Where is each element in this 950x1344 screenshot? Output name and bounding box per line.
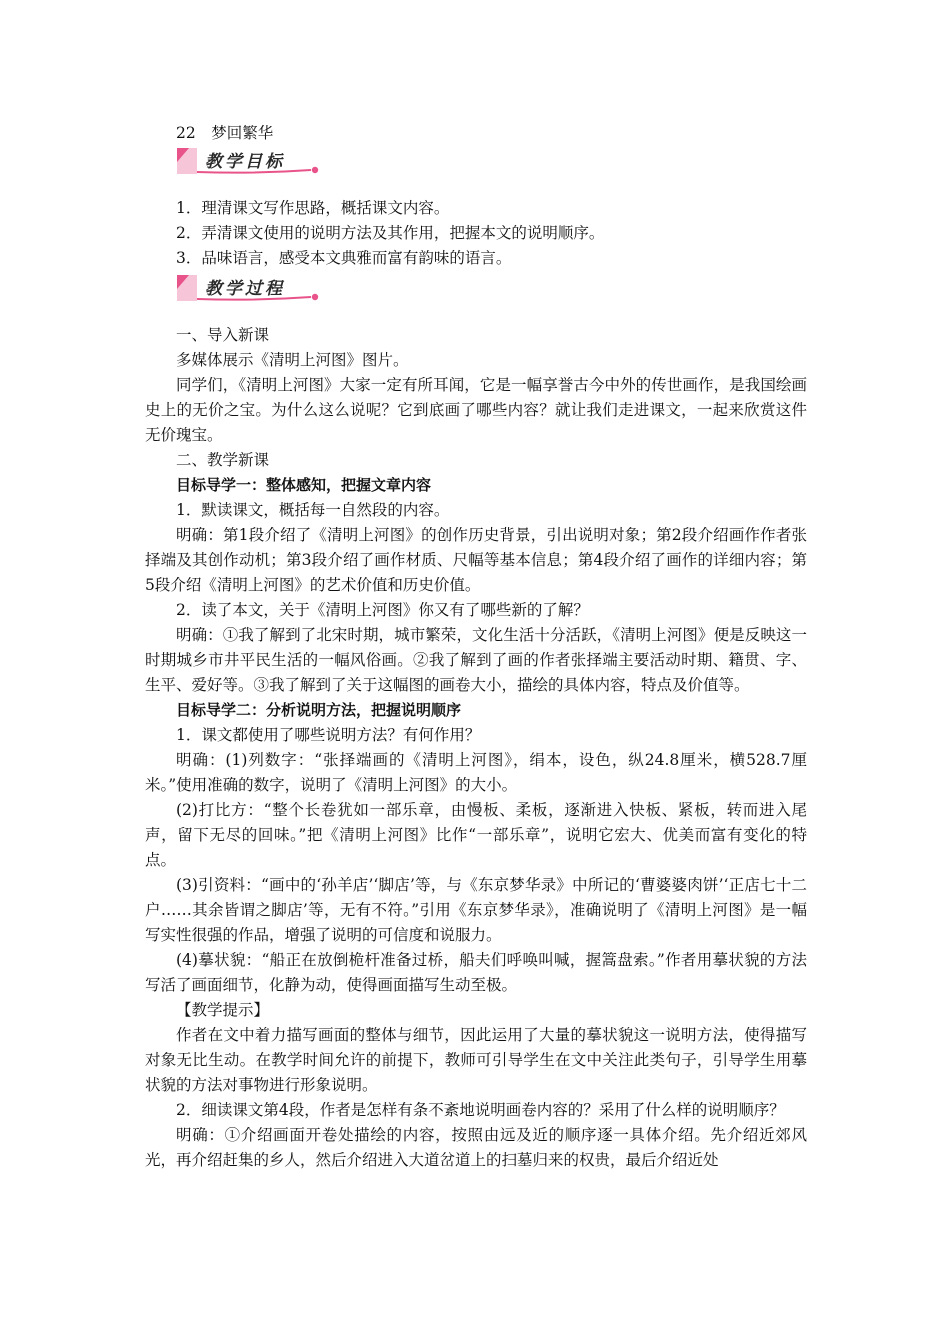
answer-paragraph: 明确：①我了解到了北宋时期，城市繁荣，文化生活十分活跃，《清明上河图》便是反映这一时期城乡市井平民生活的一幅风俗画。②我了解到了画的作者张择端主要活动时期、籍贯、字、生平、爱好等。③我了解到了关于这幅图的画卷大小，描绘的具体内容，特点及价值等。 — [145, 626, 807, 694]
objective-item: 2．弄清课文使用的说明方法及其作用，把握本文的说明顺序。 — [176, 224, 605, 242]
question: 2．细读课文第4段，作者是怎样有条不紊地说明画卷内容的？采用了什么样的说明顺序？ — [176, 1101, 785, 1119]
question: 2．读了本文，关于《清明上河图》你又有了哪些新的了解？ — [176, 601, 589, 619]
tip-heading: 【教学提示】 — [176, 1001, 270, 1019]
process-title: 教学过程 — [205, 279, 285, 299]
answer-paragraph: (3)引资料：“画中的‘孙羊店’‘脚店’等，与《东京梦华录》中所记的‘曹婆婆肉饼’‘正店七十二户……其余皆谓之脚店’等，无有不符。”引用《东京梦华录》，准确说明了《清明上河图》是一幅写实性很强的作品，增强了说明的可信度和说服力。 — [145, 876, 807, 944]
page-content — [145, 122, 807, 1173]
answer-paragraph: 明确：第1段介绍了《清明上河图》的创作历史背景，引出说明对象；第2段介绍画作作者张择端及其创作动机；第3段介绍了画作材质、尺幅等基本信息；第4段介绍了画作的详细内容；第5段介绍《清明上河图》的艺术价值和历史价值。 — [145, 526, 807, 594]
question: 1．课文都使用了哪些说明方法？有何作用？ — [176, 726, 481, 744]
objective-item: 3．品味语言，感受本文典雅而富有韵味的语言。 — [176, 249, 512, 267]
answer-paragraph: 明确：①介绍画面开卷处描绘的内容，按照由远及近的顺序逐一具体介绍。先介绍近郊风光，再介绍赶集的乡人，然后介绍进入大道岔道上的扫墓归来的权贵，最后介绍近处 — [145, 1126, 807, 1169]
objectives-banner — [175, 144, 325, 178]
tip-paragraph: 作者在文中着力描写画面的整体与细节，因此运用了大量的摹状貌这一说明方法，使得描写对象无比生动。在教学时间允许的前提下，教师可引导学生在文中关注此类句子，引导学生用摹状貌的方法对事物进行形象说明。 — [145, 1026, 807, 1094]
section-heading: 一、导入新课 — [176, 326, 270, 344]
paragraph-line: 多媒体展示《清明上河图》图片。 — [176, 351, 409, 369]
goal-heading: 目标导学二：分析说明方法，把握说明顺序 — [176, 701, 462, 719]
question: 1．默读课文，概括每一自然段的内容。 — [176, 501, 450, 519]
answer-paragraph: (2)打比方：“整个长卷犹如一部乐章，由慢板、柔板，逐渐进入快板、紧板，转而进入尾声，留下无尽的回味。”把《清明上河图》比作“一部乐章”，说明它宏大、优美而富有变化的特点。 — [145, 801, 807, 869]
objective-item: 1．理清课文写作思路，概括课文内容。 — [176, 199, 450, 217]
goal-heading: 目标导学一：整体感知，把握文章内容 — [176, 476, 432, 494]
chapter-title: 22 梦回繁华 — [176, 124, 274, 142]
paragraph: 同学们，《清明上河图》大家一定有所耳闻，它是一幅享誉古今中外的传世画作，是我国绘画史上的无价之宝。为什么这么说呢？它到底画了哪些内容？就让我们走进课文，一起来欣赏这件无价瑰宝。 — [145, 376, 807, 444]
process-banner — [175, 271, 325, 305]
answer-paragraph: 明确：(1)列数字：“张择端画的《清明上河图》，绢本，设色，纵24.8厘米，横528.7厘米。”使用准确的数字，说明了《清明上河图》的大小。 — [145, 751, 807, 794]
answer-paragraph: (4)摹状貌：“船正在放倒桅杆准备过桥，船夫们呼唤叫喊，握篙盘索。”作者用摹状貌的方法写活了画面细节，化静为动，使得画面描写生动至极。 — [145, 951, 807, 994]
objectives-title: 教学目标 — [205, 152, 285, 172]
section-heading: 二、教学新课 — [176, 451, 270, 469]
